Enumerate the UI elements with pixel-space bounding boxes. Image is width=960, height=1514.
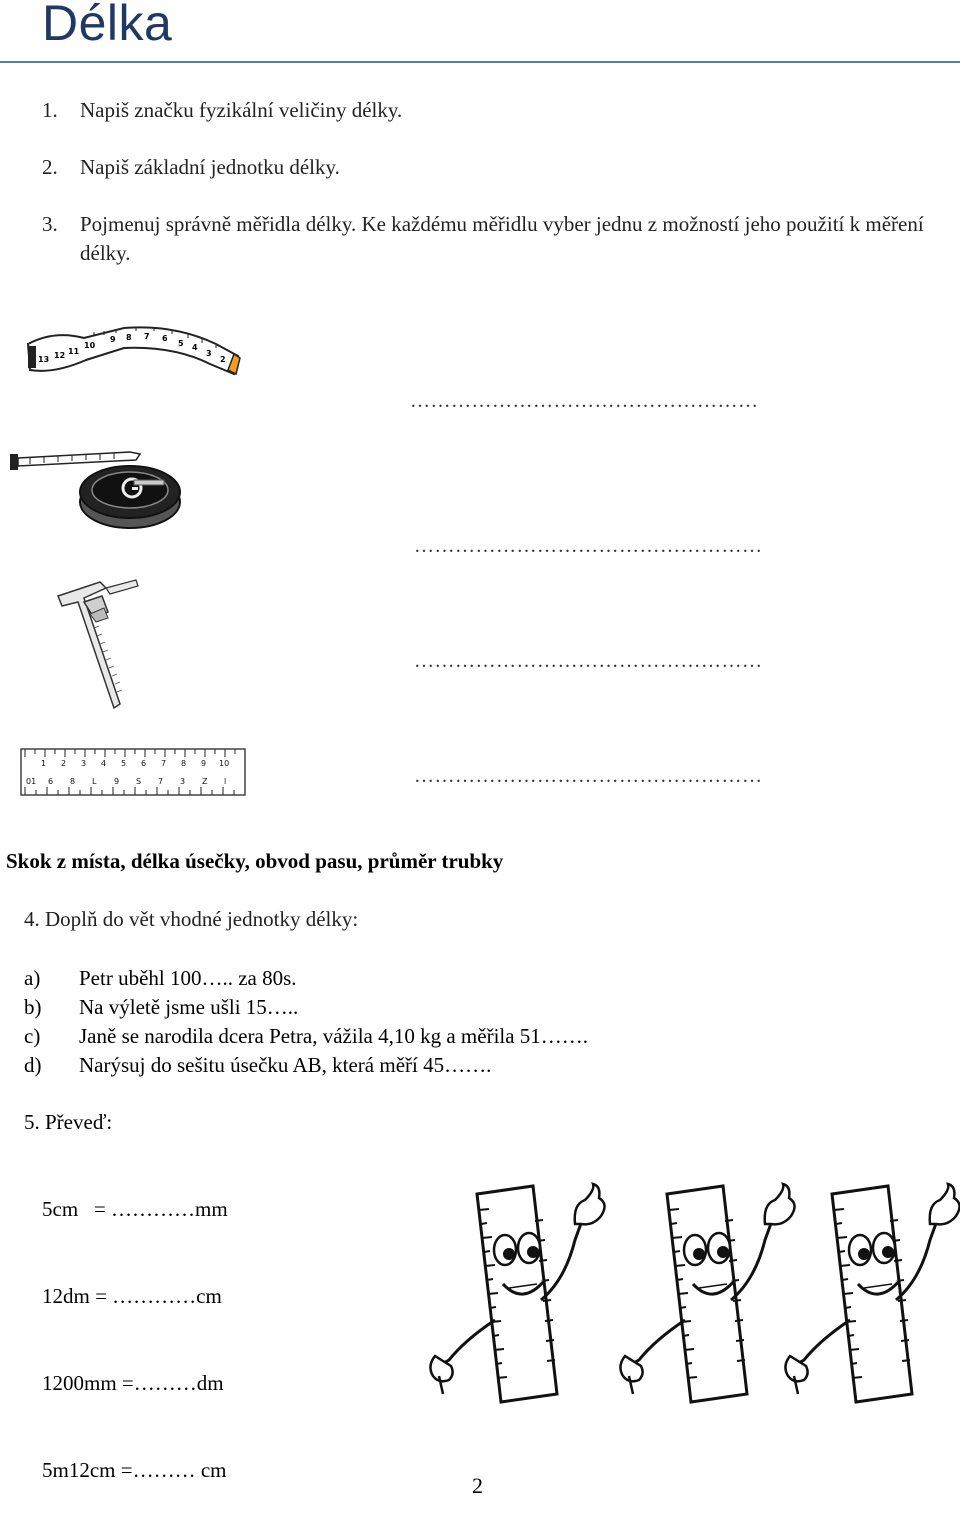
svg-text:2: 2	[61, 759, 67, 768]
question-5-heading: 5. Převeď:	[24, 1110, 113, 1134]
svg-text:12: 12	[54, 351, 66, 360]
page-title: Délka	[42, 0, 173, 51]
item-text: Petr uběhl 100….. za 80s.	[79, 966, 297, 990]
svg-text:3: 3	[206, 349, 212, 358]
svg-text:6: 6	[48, 777, 54, 786]
ruler-icon	[20, 748, 246, 796]
item-label: d)	[24, 1053, 42, 1077]
conversion-item: 1200mm =………dm	[42, 1371, 224, 1395]
svg-text:l: l	[224, 777, 227, 786]
question-4-items	[24, 964, 924, 1080]
question-text: Napiš základní jednotku délky.	[80, 155, 340, 179]
svg-text:9: 9	[110, 335, 116, 344]
svg-text:10: 10	[84, 341, 96, 350]
svg-text:4: 4	[101, 759, 107, 768]
answer-line-3[interactable]: ……………………………………………	[414, 650, 763, 672]
svg-text:3: 3	[81, 759, 87, 768]
svg-text:3: 3	[180, 777, 186, 786]
question-text: Napiš značku fyzikální veličiny délky.	[80, 98, 403, 122]
list-item	[24, 1022, 924, 1051]
svg-text:9: 9	[114, 777, 120, 786]
surveyor-tape-reel-icon	[10, 448, 182, 532]
svg-text:4: 4	[192, 343, 198, 352]
svg-text:L: L	[92, 777, 97, 786]
ruler-mascot-2	[620, 1184, 794, 1402]
conversion-item: 12dm = …………cm	[42, 1284, 222, 1308]
svg-text:8: 8	[70, 777, 76, 786]
answer-line-4[interactable]: ……………………………………………	[414, 765, 763, 787]
answer-line-2[interactable]: ……………………………………………	[414, 535, 763, 557]
svg-text:9: 9	[201, 759, 207, 768]
ruler-mascot-3	[785, 1184, 959, 1402]
usage-options: Skok z místa, délka úsečky, obvod pasu, průměr trubky	[6, 849, 504, 873]
item-label: b)	[24, 995, 42, 1019]
ruler-mascots	[425, 1180, 960, 1410]
svg-text:11: 11	[68, 347, 80, 356]
svg-text:Z: Z	[202, 777, 208, 786]
svg-text:13: 13	[38, 355, 50, 364]
svg-text:7: 7	[158, 777, 164, 786]
list-item	[24, 993, 924, 1022]
question-number: 2.	[42, 155, 58, 179]
item-text: Narýsuj do sešitu úsečku AB, která měří 45…….	[79, 1053, 492, 1077]
question-number: 1.	[42, 98, 58, 122]
item-text: Janě se narodila dcera Petra, vážila 4,10 kg a měřila 51…….	[79, 1024, 589, 1048]
question-number: 3.	[42, 212, 58, 236]
page-number: 2	[472, 1473, 483, 1498]
svg-text:10: 10	[219, 759, 230, 768]
svg-text:01: 01	[26, 777, 37, 786]
item-text: Na výletě jsme ušli 15…..	[79, 995, 299, 1019]
question-4-heading: 4. Doplň do vět vhodné jednotky délky:	[24, 907, 359, 931]
svg-text:1: 1	[41, 759, 47, 768]
svg-text:7: 7	[161, 759, 167, 768]
svg-text:5: 5	[178, 339, 184, 348]
item-label: c)	[24, 1024, 41, 1048]
svg-text:8: 8	[126, 333, 132, 342]
svg-text:S: S	[136, 777, 142, 786]
list-item	[24, 1051, 924, 1080]
svg-text:2: 2	[220, 355, 226, 364]
ruler-mascot-1	[430, 1184, 604, 1402]
item-label: a)	[24, 966, 41, 990]
list-item	[24, 964, 924, 993]
answer-line-1[interactable]: ……………………………………………	[410, 390, 759, 412]
conversion-item: 5m12cm =……… cm	[42, 1458, 227, 1482]
title-underline	[0, 61, 960, 63]
svg-text:6: 6	[141, 759, 147, 768]
tape-measure-icon	[24, 322, 244, 384]
svg-text:7: 7	[144, 332, 150, 341]
conversion-item: 5cm = …………mm	[42, 1197, 228, 1221]
caliper-icon	[54, 578, 140, 712]
svg-text:8: 8	[181, 759, 187, 768]
svg-text:5: 5	[121, 759, 127, 768]
question-text: Pojmenuj správně měřidla délky. Ke každému měřidlu vyber jednu z možností jeho použití k měření délky.	[80, 212, 924, 265]
question-5-items	[42, 1137, 228, 1514]
svg-text:6: 6	[162, 334, 168, 343]
